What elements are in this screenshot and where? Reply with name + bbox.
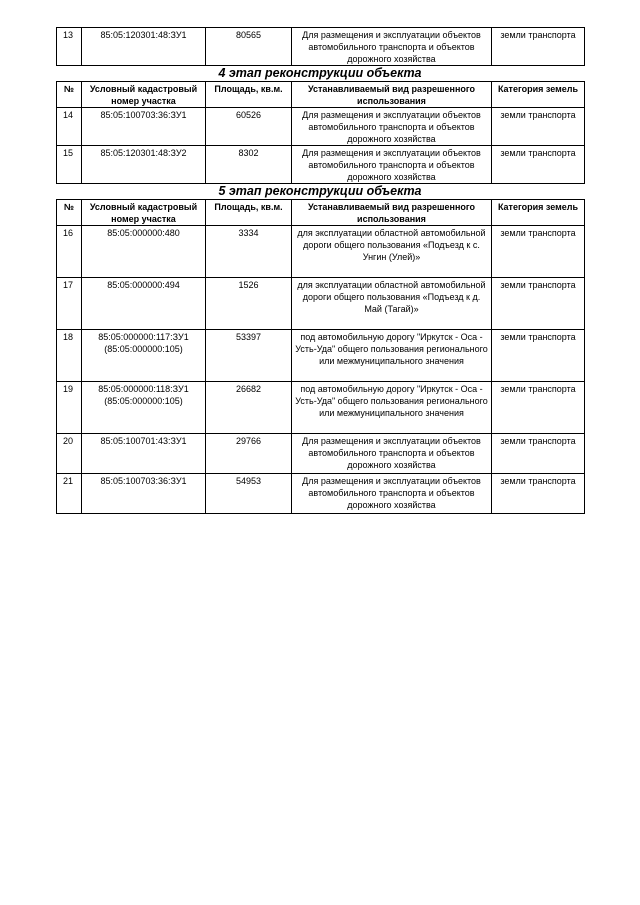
land-category: земли транспорта [492,108,585,146]
table-row [57,434,585,474]
row-number: 18 [57,330,82,382]
area-value: 1526 [206,278,292,330]
header-area: Площадь, кв.м. [206,200,292,226]
cadastral-number: 85:05:000000:494 [82,278,206,330]
table-row [57,278,585,330]
row-number: 21 [57,474,82,514]
table-header-row [57,200,585,226]
area-value: 60526 [206,108,292,146]
stage5-heading: 5 этап реконструкции объекта [218,184,422,198]
table-row [57,382,585,434]
area-value: 8302 [206,146,292,184]
table-row [57,28,585,66]
usage-type: Для размещения и эксплуатации объектов автомобильного транспорта и объектов дорожного хозяйства [292,146,492,184]
area-value: 80565 [206,28,292,66]
cadastral-number: 85:05:120301:48:ЗУ2 [82,146,206,184]
usage-type: Для размещения и эксплуатации объектов автомобильного транспорта и объектов дорожного хозяйства [292,28,492,66]
cadastral-number: 85:05:000000:118:ЗУ1 (85:05:000000:105) [82,382,206,434]
document-page [56,27,584,514]
table-row [57,146,585,184]
table-row [57,226,585,278]
land-category: земли транспорта [492,434,585,474]
area-value: 26682 [206,382,292,434]
area-value: 29766 [206,434,292,474]
table-stage5 [56,199,585,514]
row-number: 16 [57,226,82,278]
usage-type: под автомобильную дорогу "Иркутск - Оса - Усть-Уда" общего пользования регионального или межмуниципального значения [292,382,492,434]
land-category: земли транспорта [492,146,585,184]
table-header-row [57,82,585,108]
row-number: 19 [57,382,82,434]
land-category: земли транспорта [492,28,585,66]
stage4-heading: 4 этап реконструкции объекта [218,66,422,80]
land-category: земли транспорта [492,474,585,514]
header-usage: Устанавливаемый вид разрешенного использования [292,200,492,226]
usage-type: Для размещения и эксплуатации объектов автомобильного транспорта и объектов дорожного хозяйства [292,474,492,514]
header-cadastral: Условный кадастровый номер участка [82,82,206,108]
cadastral-number: 85:05:100701:43:ЗУ1 [82,434,206,474]
cadastral-number: 85:05:000000:480 [82,226,206,278]
header-category: Категория земель [492,82,585,108]
usage-type: Для размещения и эксплуатации объектов автомобильного транспорта и объектов дорожного хозяйства [292,108,492,146]
usage-type: для эксплуатации областной автомобильной дороги общего пользования «Подъезд к с. Унгин (Улей)» [292,226,492,278]
cadastral-number: 85:05:120301:48:ЗУ1 [82,28,206,66]
usage-type: под автомобильную дорогу "Иркутск - Оса - Усть-Уда" общего пользования регионального или межмуниципального значения [292,330,492,382]
table-row [57,474,585,514]
cadastral-number: 85:05:000000:117:ЗУ1 (85:05:000000:105) [82,330,206,382]
table-stage3-continuation [56,27,585,66]
row-number: 15 [57,146,82,184]
row-number: 20 [57,434,82,474]
header-area: Площадь, кв.м. [206,82,292,108]
row-number: 14 [57,108,82,146]
land-category: земли транспорта [492,278,585,330]
usage-type: Для размещения и эксплуатации объектов автомобильного транспорта и объектов дорожного хозяйства [292,434,492,474]
table-stage4 [56,81,585,184]
header-num: № [57,82,82,108]
area-value: 53397 [206,330,292,382]
cadastral-number: 85:05:100703:36:ЗУ1 [82,474,206,514]
header-category: Категория земель [492,200,585,226]
land-category: земли транспорта [492,382,585,434]
table-row [57,108,585,146]
cadastral-number: 85:05:100703:36:ЗУ1 [82,108,206,146]
usage-type: для эксплуатации областной автомобильной дороги общего пользования «Подъезд к д. Май (Тагай)» [292,278,492,330]
land-category: земли транспорта [492,226,585,278]
row-number: 17 [57,278,82,330]
area-value: 3334 [206,226,292,278]
header-cadastral: Условный кадастровый номер участка [82,200,206,226]
header-usage: Устанавливаемый вид разрешенного использования [292,82,492,108]
land-category: земли транспорта [492,330,585,382]
table-row [57,330,585,382]
row-number: 13 [57,28,82,66]
area-value: 54953 [206,474,292,514]
header-num: № [57,200,82,226]
